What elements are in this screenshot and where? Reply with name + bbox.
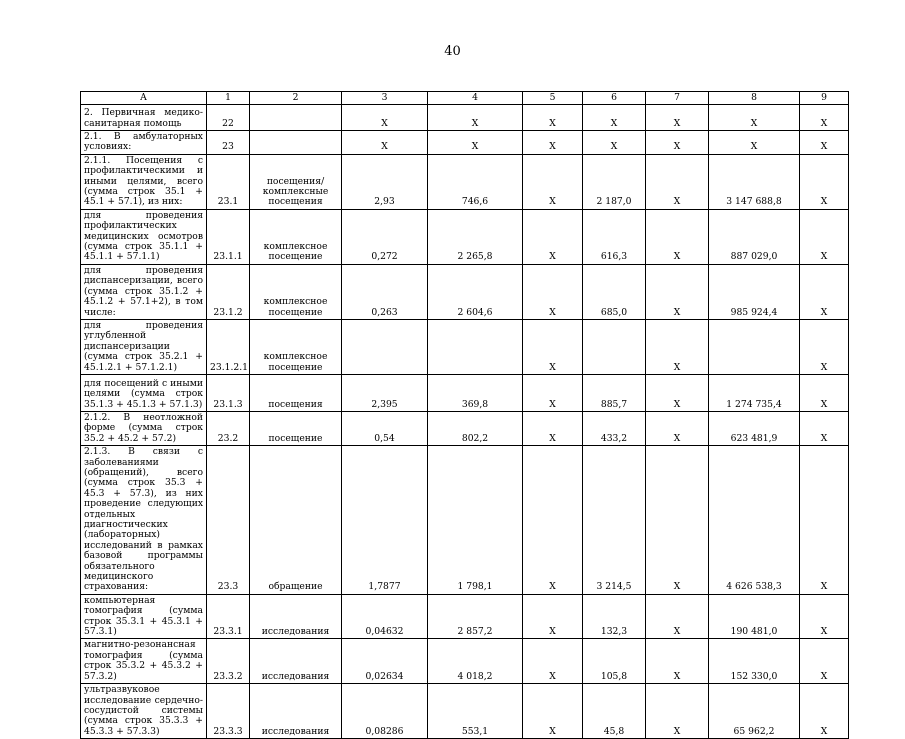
table-cell: Х: [646, 684, 709, 739]
table-row: [81, 411, 849, 445]
row-description: 2.1. В амбулаторных условиях:: [81, 131, 207, 155]
table-cell: Х: [800, 684, 849, 739]
table-cell: 2 604,6: [428, 264, 523, 319]
column-header: 5: [523, 92, 583, 105]
table-cell: Х: [646, 639, 709, 684]
table-cell: 3 147 688,8: [709, 154, 800, 209]
table-cell: 0,08286: [342, 684, 428, 739]
table-cell: Х: [800, 374, 849, 411]
table-cell: Х: [800, 209, 849, 264]
table-row: [81, 154, 849, 209]
table-cell: Х: [523, 264, 583, 319]
table-cell: 0,263: [342, 264, 428, 319]
table-cell: Х: [709, 131, 800, 155]
table-cell: Х: [523, 411, 583, 445]
table-cell: Х: [523, 446, 583, 595]
table-row: [81, 684, 849, 739]
table-cell: Х: [583, 131, 646, 155]
table-cell: 132,3: [583, 594, 646, 639]
table-cell: 65 962,2: [709, 684, 800, 739]
table-row: [81, 319, 849, 374]
data-table: [80, 91, 849, 739]
table-cell: Х: [523, 105, 583, 131]
table-cell: 0,272: [342, 209, 428, 264]
table-cell: 553,1: [428, 684, 523, 739]
table-cell: исследования: [250, 639, 342, 684]
table-cell: 0,04632: [342, 594, 428, 639]
table-cell: [250, 131, 342, 155]
table-cell: [342, 319, 428, 374]
table-cell: 685,0: [583, 264, 646, 319]
table-cell: Х: [523, 374, 583, 411]
table-row: [81, 374, 849, 411]
row-description: 2.1.3. В связи с заболеваниями (обращений), всего (сумма строк 35.3 + 45.3 + 57.3), из них проведение следующих отдельных диагностических (лабораторных) исследований в рамках базовой программы обязательного медицинского страхования:: [81, 446, 207, 595]
table-cell: 985 924,4: [709, 264, 800, 319]
table-cell: 616,3: [583, 209, 646, 264]
table-cell: [250, 105, 342, 131]
table-cell: 1,7877: [342, 446, 428, 595]
row-description: ультразвуковое исследование сердечно-сосудистой системы (сумма строк 35.3.3 + 45.3.3 + 57.3.3): [81, 684, 207, 739]
table-cell: Х: [646, 374, 709, 411]
table-cell: Х: [800, 105, 849, 131]
table-cell: [709, 319, 800, 374]
table-cell: 2,395: [342, 374, 428, 411]
table-cell: Х: [646, 411, 709, 445]
table-cell: посещения/ комплексные посещения: [250, 154, 342, 209]
table-cell: Х: [342, 131, 428, 155]
table-cell: обращение: [250, 446, 342, 595]
table-cell: комплексное посещение: [250, 209, 342, 264]
column-header: А: [81, 92, 207, 105]
row-description: компьютерная томография (сумма строк 35.3.1 + 45.3.1 + 57.3.1): [81, 594, 207, 639]
table-cell: 0,54: [342, 411, 428, 445]
table-cell: исследования: [250, 594, 342, 639]
table-cell: Х: [800, 131, 849, 155]
column-header: 7: [646, 92, 709, 105]
table-cell: Х: [646, 154, 709, 209]
table-cell: 746,6: [428, 154, 523, 209]
table-cell: 45,8: [583, 684, 646, 739]
column-header: 3: [342, 92, 428, 105]
row-description: для посещений с иными целями (сумма строк 35.1.3 + 45.1.3 + 57.1.3): [81, 374, 207, 411]
table-cell: посещения: [250, 374, 342, 411]
column-header: 2: [250, 92, 342, 105]
table-cell: Х: [523, 154, 583, 209]
table-cell: 2 265,8: [428, 209, 523, 264]
table-cell: 1 274 735,4: [709, 374, 800, 411]
table-row: [81, 105, 849, 131]
table-cell: 2 187,0: [583, 154, 646, 209]
table-cell: Х: [523, 209, 583, 264]
table-cell: Х: [646, 209, 709, 264]
table-cell: Х: [646, 105, 709, 131]
table-row: [81, 446, 849, 595]
table-cell: 885,7: [583, 374, 646, 411]
table-cell: 23.3.2: [207, 639, 250, 684]
table-cell: 802,2: [428, 411, 523, 445]
page-number: 40: [444, 44, 461, 59]
table-cell: Х: [646, 319, 709, 374]
table-cell: 23.3.3: [207, 684, 250, 739]
table-cell: 22: [207, 105, 250, 131]
header-row: [81, 92, 849, 105]
table-cell: Х: [646, 446, 709, 595]
table-cell: 23.3: [207, 446, 250, 595]
table-cell: [583, 319, 646, 374]
row-description: магнитно-резонансная томография (сумма строк 35.3.2 + 45.3.2 + 57.3.2): [81, 639, 207, 684]
table-cell: 23.1.3: [207, 374, 250, 411]
table-cell: 23.3.1: [207, 594, 250, 639]
table-cell: 23: [207, 131, 250, 155]
table-cell: Х: [646, 264, 709, 319]
column-header: 1: [207, 92, 250, 105]
table-cell: Х: [800, 411, 849, 445]
table-cell: Х: [523, 131, 583, 155]
table-cell: исследования: [250, 684, 342, 739]
column-header: 9: [800, 92, 849, 105]
table-cell: 4 626 538,3: [709, 446, 800, 595]
table-cell: Х: [342, 105, 428, 131]
table-cell: 2 857,2: [428, 594, 523, 639]
table-cell: 190 481,0: [709, 594, 800, 639]
table-cell: 369,8: [428, 374, 523, 411]
table-cell: 152 330,0: [709, 639, 800, 684]
row-description: 2.1.1. Посещения с профилактическими и иными целями, всего (сумма строк 35.1 + 45.1 + 57.1), из них:: [81, 154, 207, 209]
table-cell: Х: [800, 154, 849, 209]
table-cell: Х: [800, 639, 849, 684]
row-description: для проведения диспансеризации, всего (сумма строк 35.1.2 + 45.1.2 + 57.1+2), в том числе:: [81, 264, 207, 319]
table-cell: посещение: [250, 411, 342, 445]
column-header: 6: [583, 92, 646, 105]
table-cell: 3 214,5: [583, 446, 646, 595]
table-cell: 23.1: [207, 154, 250, 209]
table-cell: 105,8: [583, 639, 646, 684]
table-cell: 623 481,9: [709, 411, 800, 445]
table-cell: Х: [428, 131, 523, 155]
row-description: 2. Первичная медико-санитарная помощь: [81, 105, 207, 131]
table-cell: 23.1.2.1: [207, 319, 250, 374]
row-description: 2.1.2. В неотложной форме (сумма строк 35.2 + 45.2 + 57.2): [81, 411, 207, 445]
table-row: [81, 264, 849, 319]
table-cell: Х: [428, 105, 523, 131]
table-cell: Х: [523, 319, 583, 374]
table-cell: 887 029,0: [709, 209, 800, 264]
table-cell: 1 798,1: [428, 446, 523, 595]
table-row: [81, 639, 849, 684]
column-header: 8: [709, 92, 800, 105]
table-cell: Х: [709, 105, 800, 131]
table-cell: 433,2: [583, 411, 646, 445]
table-cell: Х: [523, 594, 583, 639]
table-cell: Х: [583, 105, 646, 131]
table-cell: 23.2: [207, 411, 250, 445]
table-cell: Х: [523, 639, 583, 684]
table-row: [81, 209, 849, 264]
table-cell: Х: [800, 594, 849, 639]
table-cell: Х: [523, 684, 583, 739]
table-cell: Х: [800, 264, 849, 319]
table-cell: 23.1.1: [207, 209, 250, 264]
table-cell: комплексное посещение: [250, 319, 342, 374]
table-row: [81, 594, 849, 639]
table-cell: [428, 319, 523, 374]
table-cell: Х: [646, 594, 709, 639]
table-cell: Х: [646, 131, 709, 155]
table-cell: 4 018,2: [428, 639, 523, 684]
table-cell: 0,02634: [342, 639, 428, 684]
table-cell: Х: [800, 319, 849, 374]
column-header: 4: [428, 92, 523, 105]
row-description: для проведения углубленной диспансеризации (сумма строк 35.2.1 + 45.1.2.1 + 57.1.2.1): [81, 319, 207, 374]
table-cell: Х: [800, 446, 849, 595]
table-cell: комплексное посещение: [250, 264, 342, 319]
table-row: [81, 131, 849, 155]
row-description: для проведения профилактических медицинских осмотров (сумма строк 35.1.1 + 45.1.1 + 57.1.1): [81, 209, 207, 264]
table-cell: 23.1.2: [207, 264, 250, 319]
table-cell: 2,93: [342, 154, 428, 209]
